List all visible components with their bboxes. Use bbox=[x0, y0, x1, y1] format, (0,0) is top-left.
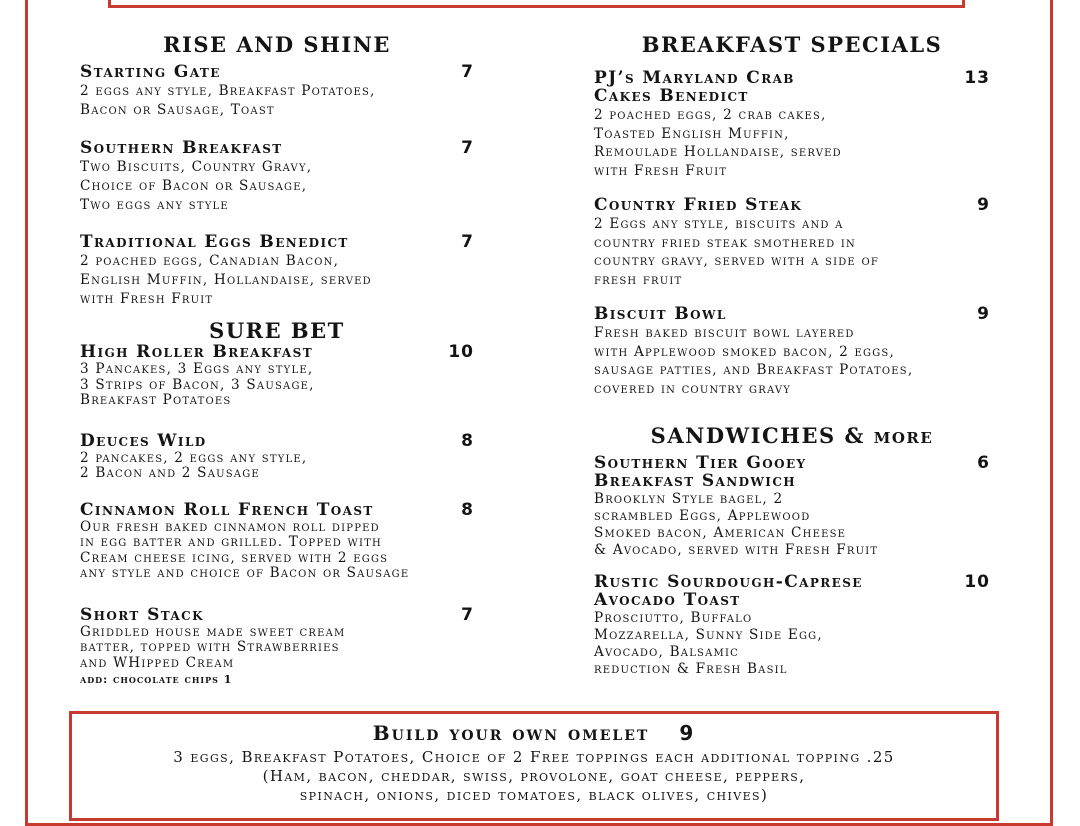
menu-item-southern-breakfast bbox=[80, 139, 474, 215]
description-line: Smoked bacon, American Cheese bbox=[594, 525, 847, 541]
item-price: 7 bbox=[461, 138, 474, 158]
description-line: Griddled house made sweet cream bbox=[80, 623, 346, 640]
item-price: 9 bbox=[977, 304, 990, 324]
menu-item-deuces-wild bbox=[80, 432, 474, 482]
item-price: 7 bbox=[461, 604, 474, 625]
item-description bbox=[594, 106, 990, 180]
item-description bbox=[80, 451, 474, 482]
omelet-title bbox=[72, 721, 996, 745]
description-line: Avocado, Balsamic bbox=[594, 644, 739, 660]
item-name: Traditional Eggs Benedict bbox=[80, 232, 349, 252]
menu-item-avocado-toast bbox=[594, 573, 990, 678]
description-line: with Applewood smoked bacon, 2 eggs, bbox=[594, 343, 895, 360]
omelet-price: 9 bbox=[679, 721, 696, 745]
menu-item-high-roller-breakfast bbox=[80, 343, 474, 409]
description-line: 3 Pancakes, 3 Eggs any style, bbox=[80, 361, 314, 377]
item-name: Southern Breakfast bbox=[80, 138, 283, 158]
description-line: covered in country gravy bbox=[594, 380, 792, 397]
item-description bbox=[594, 610, 990, 678]
description-line: English Muffin, Hollandaise, served bbox=[80, 272, 372, 288]
item-name: PJ’s Maryland Crab Cakes Benedict bbox=[594, 68, 795, 106]
omelet-box bbox=[69, 711, 999, 821]
description-line: country gravy, served with a side of bbox=[594, 253, 879, 269]
item-price: 10 bbox=[448, 342, 474, 362]
description-line: with Fresh Fruit bbox=[80, 291, 214, 307]
menu-item-country-fried-steak bbox=[594, 196, 990, 289]
description-line: country fried steak smothered in bbox=[594, 234, 856, 251]
item-price: 10 bbox=[964, 572, 990, 592]
item-name: Deuces Wild bbox=[80, 430, 207, 451]
right-column bbox=[594, 33, 990, 678]
item-description bbox=[80, 520, 474, 582]
item-description bbox=[80, 82, 474, 120]
item-description bbox=[80, 252, 474, 309]
item-price: 13 bbox=[964, 68, 990, 88]
description-line: Fresh baked biscuit bowl layered bbox=[594, 325, 855, 341]
description-line: Bacon or Sausage, Toast bbox=[80, 102, 275, 118]
item-name: Cinnamon Roll French Toast bbox=[80, 499, 374, 520]
item-description bbox=[594, 215, 990, 289]
description-line: 2 Bacon and 2 Sausage bbox=[80, 465, 260, 481]
item-addon: add: chocolate chips 1 bbox=[80, 673, 233, 686]
menu-item-starting-gate bbox=[80, 63, 474, 120]
item-name: Starting Gate bbox=[80, 62, 221, 82]
description-line: Two Biscuits, Country Gravy, bbox=[80, 159, 313, 175]
menu-item-cinnamon-roll-french-toast bbox=[80, 501, 474, 582]
menu-item-biscuit-bowl bbox=[594, 305, 990, 398]
description-line: with Fresh Fruit bbox=[594, 162, 728, 179]
item-description bbox=[594, 324, 990, 398]
item-description bbox=[80, 158, 474, 215]
description-line: Toasted English Muffin, bbox=[594, 125, 790, 142]
description-line: 3 Strips of Bacon, 3 Sausage, bbox=[80, 376, 315, 393]
section-title-sure-bet: SURE BET bbox=[209, 318, 345, 343]
description-line: scrambled Eggs, Applewood bbox=[594, 508, 811, 524]
description-line: reduction & Fresh Basil bbox=[594, 661, 788, 677]
left-column bbox=[80, 33, 474, 687]
description-line: Our fresh baked cinnamon roll dipped bbox=[80, 518, 380, 535]
description-line: in egg batter and grilled. Topped with bbox=[80, 534, 382, 550]
description-line: spinach, onions, diced tomatoes, black olives, chives) bbox=[299, 786, 769, 804]
item-name: Short Stack bbox=[80, 604, 204, 625]
item-price: 7 bbox=[461, 232, 474, 252]
item-name: High Roller Breakfast bbox=[80, 342, 314, 362]
item-price: 8 bbox=[461, 499, 474, 520]
menu-item-gooey-breakfast-sandwich bbox=[594, 454, 990, 559]
item-price: 6 bbox=[977, 453, 990, 473]
description-line: 2 poached eggs, 2 crab cakes, bbox=[594, 107, 827, 123]
description-line: Mozzarella, Sunny Side Egg, bbox=[594, 627, 823, 643]
description-line: sausage patties, and Breakfast Potatoes, bbox=[594, 362, 914, 378]
description-line: 2 eggs any style, Breakfast Potatoes, bbox=[80, 83, 376, 99]
description-line: Two eggs any style bbox=[80, 197, 229, 213]
item-description bbox=[80, 625, 474, 672]
description-line: Cream cheese icing, served with 2 eggs bbox=[80, 549, 389, 566]
item-name: Country Fried Steak bbox=[594, 195, 803, 215]
section-title-breakfast-specials: BREAKFAST SPECIALS bbox=[641, 32, 943, 57]
menu-item-short-stack bbox=[80, 606, 474, 688]
item-price: 8 bbox=[461, 430, 474, 451]
description-line: Breakfast Potatoes bbox=[80, 392, 232, 408]
description-line: any style and choice of Bacon or Sausage bbox=[80, 565, 410, 581]
item-name: Biscuit Bowl bbox=[594, 304, 727, 324]
description-line: 2 pancakes, 2 eggs any style, bbox=[80, 449, 308, 466]
description-line: 2 Eggs any style, biscuits and a bbox=[594, 216, 844, 232]
description-line: & Avocado, served with Fresh Fruit bbox=[594, 542, 879, 558]
item-name: Southern Tier Gooey Breakfast Sandwich bbox=[594, 453, 807, 491]
item-price: 9 bbox=[977, 195, 990, 215]
menu-item-crab-cakes-benedict bbox=[594, 69, 990, 180]
description-line: and WHipped Cream bbox=[80, 654, 235, 671]
item-price: 7 bbox=[461, 62, 474, 82]
description-line: 3 eggs, Breakfast Potatoes, Choice of 2 Free toppings each additional topping .25 bbox=[173, 748, 895, 766]
item-description bbox=[594, 491, 990, 559]
description-line: Prosciutto, Buffalo bbox=[594, 610, 753, 626]
omelet-description bbox=[72, 748, 996, 805]
item-description bbox=[80, 362, 474, 409]
description-line: 2 poached eggs, Canadian Bacon, bbox=[80, 253, 340, 269]
item-name: Rustic Sourdough-Caprese Avocado Toast bbox=[594, 572, 863, 610]
description-line: fresh fruit bbox=[594, 271, 683, 288]
description-line: (Ham, bacon, cheddar, swiss, provolone, goat cheese, peppers, bbox=[262, 767, 806, 785]
menu-item-traditional-eggs-benedict bbox=[80, 233, 474, 309]
description-line: Remoulade Hollandaise, served bbox=[594, 144, 842, 160]
description-line: batter, topped with Strawberries bbox=[80, 639, 340, 655]
header-box-bottom bbox=[108, 0, 965, 8]
section-title-sandwiches: SANDWICHES & more bbox=[650, 423, 934, 448]
description-line: Brooklyn Style bagel, 2 bbox=[594, 491, 784, 507]
omelet-title-text: Build your own omelet bbox=[372, 721, 650, 745]
section-title-rise-and-shine: RISE AND SHINE bbox=[163, 32, 391, 57]
description-line: Choice of Bacon or Sausage, bbox=[80, 178, 308, 194]
